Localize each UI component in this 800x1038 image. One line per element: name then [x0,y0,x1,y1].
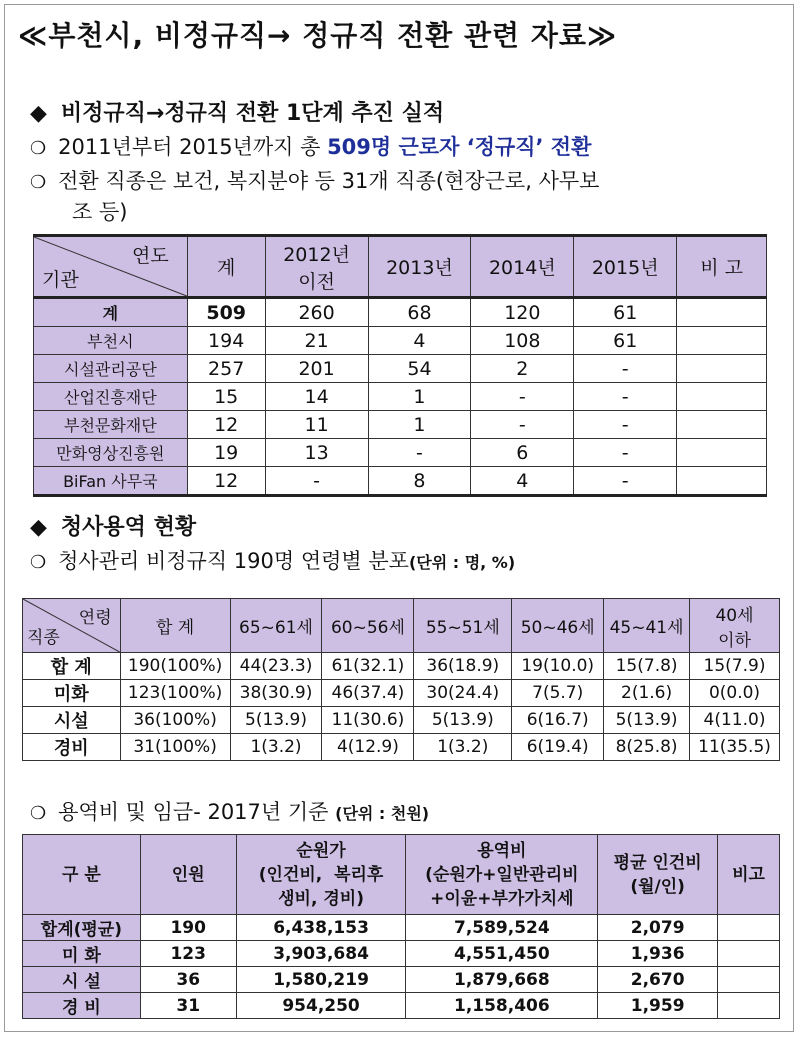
section3-bullet1 [30,796,429,826]
section1-bullet1 [30,131,591,161]
table1-cell: 1 [368,383,471,411]
table2-cell: 15(7.8) [604,653,690,680]
table2-cell: 1(3.2) [414,734,512,761]
table1-cell: 4 [471,467,574,496]
table3-cell: 3,903,684 [236,941,406,967]
table3-header: 인원 [140,835,236,915]
table3-cell [718,915,780,941]
table1-row-label: 부천문화재단 [34,411,188,439]
table1-cell: 120 [471,298,574,327]
table1-cell: - [265,467,368,496]
table3-cell: 2,670 [598,967,718,993]
table2-cell: 4(12.9) [322,734,414,761]
table-row [23,653,780,680]
table1-corner-top: 연도 [132,245,169,267]
table2-header [690,599,780,653]
table1-header: 2013년 [368,236,471,298]
table2-cell: 31(100%) [120,734,230,761]
table1-cell [677,355,767,383]
table1-cell: 4 [368,327,471,355]
table1-cell: 108 [471,327,574,355]
table1-cell: 509 [187,298,265,327]
conversion-table [33,234,767,497]
table3-cell [718,967,780,993]
section2-heading [30,510,196,541]
table1-header: 비 고 [677,236,767,298]
table1-header: 2015년 [574,236,677,298]
table1-cell: - [574,467,677,496]
table2-header: 65~61세 [230,599,322,653]
table-row [34,355,767,383]
table1-cell [677,383,767,411]
table2-cell: 190(100%) [120,653,230,680]
table3-row-label: 합계(평균) [23,915,141,941]
page-title: ≪부천시, 비정규직→ 정규직 전환 관련 자료≫ [18,19,618,52]
bullet2-text: 전환 직종은 보건, 복지분야 등 31개 직종(현장근로, 사무보 [58,169,600,193]
table-row [23,993,780,1019]
table1-cell: 13 [265,439,368,467]
table3-cell: 1,936 [598,941,718,967]
table1-cell: 201 [265,355,368,383]
table3-header-line: +이윤+부가가치세 [430,888,574,909]
table2-cell: 36(18.9) [414,653,512,680]
table2-cell: 44(23.3) [230,653,322,680]
table2-corner [23,599,121,653]
table1-cell: 61 [574,327,677,355]
table2-cell: 0(0.0) [690,680,780,707]
table3-header-line: 용역비 [477,840,527,861]
table1-row-label: BiFan 사무국 [34,467,188,496]
table1-corner [34,236,188,298]
table2-cell: 36(100%) [120,707,230,734]
table3-header-line: (월/인) [630,876,685,897]
table1-cell: 21 [265,327,368,355]
table1-cell [677,327,767,355]
table2-cell: 11(35.5) [690,734,780,761]
table-row [23,734,780,761]
circle-bullet-icon: ❍ [30,552,47,573]
circle-bullet-icon: ❍ [30,138,47,159]
table3-cell: 6,438,153 [236,915,406,941]
section2-unit: (단위 : 명, %) [408,553,516,572]
diamond-icon: ◆ [30,515,47,540]
table-row [34,411,767,439]
table1-cell: 1 [368,411,471,439]
section1-bullet2-cont: 조 등) [72,200,128,224]
table2-cell: 61(32.1) [322,653,414,680]
table3-header [236,835,406,915]
table3-header: 구 분 [23,835,141,915]
table3-header-line: 순원가 [296,840,346,861]
table3-cell: 2,079 [598,915,718,941]
table2-cell: 1(3.2) [230,734,322,761]
table2-header-line2: 이하 [718,630,751,651]
table2-cell: 30(24.4) [414,680,512,707]
table1-cell: 12 [187,411,265,439]
circle-bullet-icon: ❍ [30,803,47,824]
table1-header-line2: 이전 [298,270,335,293]
table1-header: 계 [187,236,265,298]
table2-header: 합 계 [120,599,230,653]
table1-cell [677,439,767,467]
table3-cell: 1,580,219 [236,967,406,993]
table3-cell [718,941,780,967]
table1-cell: 54 [368,355,471,383]
table-row [34,298,767,327]
table3-row-label: 시 설 [23,967,141,993]
table2-header: 55~51세 [414,599,512,653]
circle-bullet-icon: ❍ [30,172,47,193]
table1-row-label: 산업진흥재단 [34,383,188,411]
table1-cell: 61 [574,298,677,327]
table3-cell: 31 [140,993,236,1019]
bullet1-text: 2011년부터 2015년까지 총 [58,135,328,159]
table3-row-label: 미 화 [23,941,141,967]
table2-header: 50~46세 [512,599,604,653]
table1-header: 2014년 [471,236,574,298]
table2-cell: 46(37.4) [322,680,414,707]
table3-cell: 954,250 [236,993,406,1019]
diamond-icon: ◆ [30,101,47,126]
table1-cell [677,411,767,439]
section1-heading [30,96,444,127]
table1-cell: 11 [265,411,368,439]
table3-cell: 4,551,450 [406,941,598,967]
table2-cell: 5(13.9) [604,707,690,734]
table1-row-label: 만화영상진흥원 [34,439,188,467]
table2-cell: 15(7.9) [690,653,780,680]
table2-header: 60~56세 [322,599,414,653]
section1-bullet2 [30,165,599,195]
table3-header [406,835,598,915]
table1-cell: - [471,383,574,411]
table2-cell: 11(30.6) [322,707,414,734]
table1-cell: - [574,439,677,467]
table3-header: 비고 [718,835,780,915]
table2-cell: 5(13.9) [230,707,322,734]
table2-cell: 7(5.7) [512,680,604,707]
table2-cell: 2(1.6) [604,680,690,707]
section2-bullet-text: 청사관리 비정규직 190명 연령별 분포 [58,549,409,573]
table3-cell: 7,589,524 [406,915,598,941]
table1-cell [677,298,767,327]
table1-cell: 12 [187,467,265,496]
table-row [34,327,767,355]
table2-cell: 6(19.4) [512,734,604,761]
table1-cell: - [471,411,574,439]
table1-cell: - [574,411,677,439]
table2-corner-top: 연령 [78,608,112,628]
bullet1-highlight: 509명 근로자 ‘정규직’ 전환 [327,135,592,159]
table3-header-line: 생비, 경비) [278,888,364,909]
table1-row-label: 계 [34,298,188,327]
table1-cell: 19 [187,439,265,467]
table1-cell: 68 [368,298,471,327]
section1-heading-text: 비정규직→정규직 전환 1단계 추진 실적 [60,101,445,126]
table1-cell: 2 [471,355,574,383]
section2-bullet1 [30,545,515,575]
table3-header-line: 평균 인건비 [613,852,702,873]
table1-header-line1: 2012년 [283,243,350,266]
table2-cell: 38(30.9) [230,680,322,707]
table3-header-line: (인건비, 복리후 [258,864,384,885]
table2-row-label: 합 계 [23,653,121,680]
table2-cell: 5(13.9) [414,707,512,734]
table2-cell: 8(25.8) [604,734,690,761]
table1-cell: 14 [265,383,368,411]
table2-cell: 6(16.7) [512,707,604,734]
section2-heading-text: 청사용역 현황 [60,515,197,540]
table3-cell: 123 [140,941,236,967]
table1-cell: 194 [187,327,265,355]
table3-cell: 1,959 [598,993,718,1019]
table1-cell: - [574,383,677,411]
section3-unit: (단위 : 천원) [335,804,430,823]
table2-header-line1: 40세 [715,605,754,626]
table1-cell: 257 [187,355,265,383]
table3-row-label: 경 비 [23,993,141,1019]
table-row [23,941,780,967]
table3-header [598,835,718,915]
table2-cell: 123(100%) [120,680,230,707]
table1-cell: 260 [265,298,368,327]
table2-row-label: 미화 [23,680,121,707]
table-row [23,707,780,734]
table-row [23,967,780,993]
table3-cell: 36 [140,967,236,993]
service-cost-table [22,834,780,1019]
table1-cell: - [368,439,471,467]
table-row [34,383,767,411]
table1-cell: 8 [368,467,471,496]
table-row [23,915,780,941]
table3-cell: 190 [140,915,236,941]
table1-corner-bottom: 기관 [42,269,79,291]
table3-cell: 1,158,406 [406,993,598,1019]
table-row [23,680,780,707]
table2-header: 45~41세 [604,599,690,653]
table3-header-line: (순원가+일반관리비 [425,864,579,885]
table2-cell: 4(11.0) [690,707,780,734]
table2-row-label: 경비 [23,734,121,761]
table2-corner-bottom: 직종 [27,628,60,648]
table2-row-label: 시설 [23,707,121,734]
table2-cell: 19(10.0) [512,653,604,680]
table1-header [265,236,368,298]
table-row [34,467,767,496]
table1-cell: 15 [187,383,265,411]
table1-row-label: 시설관리공단 [34,355,188,383]
table1-cell: 6 [471,439,574,467]
age-distribution-table [22,598,780,761]
table1-cell [677,467,767,496]
section3-bullet-text: 용역비 및 임금- 2017년 기준 [58,800,336,824]
table-row [34,439,767,467]
table1-row-label: 부천시 [34,327,188,355]
table1-cell: - [574,355,677,383]
table3-cell [718,993,780,1019]
table3-cell: 1,879,668 [406,967,598,993]
